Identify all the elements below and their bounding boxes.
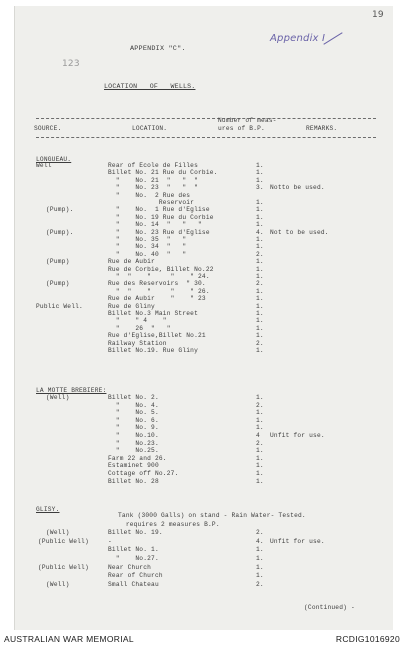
- row-location: Farm 22 and 26.: [108, 454, 167, 462]
- footer-institution: AUSTRALIAN WAR MEMORIAL: [4, 634, 134, 644]
- row-location: " " " " " 26.: [108, 287, 210, 295]
- row-location: Billet No.3 Main Street: [108, 310, 199, 317]
- row-measures: 1.: [256, 416, 264, 424]
- row-location: Small Chateau: [108, 580, 159, 588]
- row-location: " No. 35 " ": [108, 236, 187, 243]
- row-location: " " 4 ": [108, 317, 167, 325]
- row-location: " No. 2 Rue des: [108, 191, 191, 199]
- document-title: APPENDIX "C".: [130, 45, 186, 53]
- row-remarks: Notto be used.: [270, 184, 325, 192]
- row-measures: 1.: [256, 409, 264, 417]
- row-measures: 1.: [256, 317, 264, 325]
- row-measures: 1.: [256, 310, 264, 317]
- row-measures: 1.: [256, 206, 264, 214]
- row-location: " No. 21 " " ": [108, 176, 199, 184]
- row-measures: 3.: [256, 184, 264, 192]
- row-location: Billet No. 28: [108, 477, 159, 485]
- row-location: Rue de Aubir: [108, 258, 155, 266]
- row-location: " No. 40 " ": [108, 250, 187, 258]
- row-location: Tank (3000 Galls) on stand - Rain Water- Tested.: [118, 512, 306, 519]
- row-location: " No. 6.: [108, 416, 159, 424]
- header-rule-bottom: [36, 137, 376, 138]
- row-location: Billet No. 21 Rue du Corbie.: [108, 169, 218, 177]
- row-measures: 1.: [256, 221, 264, 229]
- row-location: -: [108, 537, 112, 545]
- row-measures: 1.: [256, 265, 264, 273]
- row-remarks: Not to be used.: [270, 228, 329, 236]
- row-location: Billet No. 2.: [108, 394, 159, 401]
- row-location: " No. 23 Rue d'Eglise: [108, 228, 210, 236]
- row-location: " " " " " 24.: [108, 273, 210, 280]
- row-measures: 1.: [256, 546, 264, 554]
- row-remarks: Unfit for use.: [270, 537, 325, 545]
- row-measures: 1.: [256, 324, 264, 332]
- row-measures: 1.: [256, 470, 264, 477]
- row-source: Well: [36, 162, 52, 169]
- row-location: " No. 23 " " ": [108, 184, 199, 192]
- document-page: [14, 6, 393, 630]
- row-measures: 2.: [256, 439, 264, 447]
- row-location: Reservoir: [108, 199, 195, 206]
- row-measures: 1.: [256, 555, 264, 562]
- column-header-remarks: REMARKS.: [306, 125, 338, 132]
- row-measures: 1.: [256, 162, 264, 169]
- row-measures: 1.: [256, 295, 264, 303]
- row-source: (Pump): [46, 258, 70, 266]
- column-header-source: SOURCE.: [34, 125, 62, 132]
- row-measures: 1.: [256, 169, 264, 177]
- row-source: (Public Well): [38, 563, 89, 571]
- section-heading: GLISY.: [36, 506, 60, 513]
- row-location: " No. 5.: [108, 409, 159, 417]
- header-rule-top: [36, 118, 376, 119]
- row-source: (Public Well): [38, 537, 89, 545]
- row-location: Railway Station: [108, 339, 167, 347]
- row-measures: 1.: [256, 287, 264, 295]
- row-location: " No. 14 " " ": [108, 221, 202, 229]
- row-location: Near Church: [108, 563, 152, 571]
- handwritten-appendix-note: Appendix I: [270, 33, 326, 44]
- row-measures: 1.: [256, 332, 264, 340]
- row-location: Estaminet 900: [108, 462, 159, 470]
- row-source: (Well): [46, 529, 70, 537]
- row-location: Rue des Reservoirs " 30.: [108, 280, 206, 288]
- row-measures: 2.: [256, 280, 264, 288]
- row-location: Rear of Ecole de Filles: [108, 162, 199, 169]
- document-subtitle: LOCATION OF WELLS.: [104, 83, 196, 90]
- row-measures: 1.: [256, 424, 264, 432]
- row-location: " No.10.: [108, 432, 159, 439]
- row-measures: 1.: [256, 199, 264, 206]
- pencil-number: 123: [62, 59, 80, 69]
- row-source: (Well): [46, 580, 70, 588]
- row-location: " No.27.: [108, 555, 159, 562]
- row-measures: 1.: [256, 462, 264, 470]
- row-measures: 2.: [256, 529, 264, 537]
- row-location: Cottage off No.27.: [108, 470, 179, 477]
- row-measures: 1.: [256, 454, 264, 462]
- row-measures: 1.: [256, 563, 264, 571]
- row-location: " No. 34 " ": [108, 243, 187, 251]
- row-remarks: Unfit for use.: [270, 432, 325, 439]
- row-location: Billet No. 19.: [108, 529, 163, 537]
- row-measures: 1.: [256, 176, 264, 184]
- row-location: " No. 19 Rue du Corbie: [108, 213, 214, 221]
- row-measures: 1.: [256, 302, 264, 310]
- row-location: requires 2 measures B.P.: [118, 520, 220, 528]
- column-header-location: LOCATION.: [132, 125, 168, 132]
- row-source: (Well): [46, 394, 70, 401]
- row-measures: 4.: [256, 537, 264, 545]
- row-measures: 1.: [256, 347, 264, 354]
- row-measures: 4: [256, 432, 260, 439]
- row-location: Billet No. 1.: [108, 546, 159, 554]
- row-location: " No. 1 Rue d'Eglise: [108, 206, 210, 214]
- row-location: Billet No.19. Rue Gliny: [108, 347, 199, 354]
- row-measures: 1.: [256, 447, 264, 455]
- row-measures: 1.: [256, 236, 264, 243]
- row-measures: 2.: [256, 250, 264, 258]
- row-location: " No. 9.: [108, 424, 159, 432]
- row-source: (Pump): [46, 280, 70, 288]
- row-location: Rue de Aubir " " 23: [108, 295, 206, 303]
- row-measures: 1.: [256, 243, 264, 251]
- page-number: 19: [372, 10, 384, 20]
- row-location: " No.23.: [108, 439, 159, 447]
- row-source: (Pump).: [46, 228, 74, 236]
- row-location: Rue de Corbie, Billet No.22: [108, 265, 214, 273]
- section-heading: LA MOTTE BREBIERE:: [36, 387, 107, 394]
- row-measures: 4.: [256, 228, 264, 236]
- continued-note: (Continued) -: [304, 604, 355, 611]
- row-measures: 2.: [256, 339, 264, 347]
- footer-reference: RCDIG1016920: [335, 634, 400, 644]
- row-location: Rue de Gliny: [108, 302, 155, 310]
- row-measures: 1.: [256, 477, 264, 485]
- row-measures: 2.: [256, 580, 264, 588]
- row-measures: 1.: [256, 213, 264, 221]
- row-source: (Pump).: [46, 206, 74, 214]
- row-source: Public Well.: [36, 302, 83, 310]
- row-location: Rear of Church: [108, 572, 163, 580]
- row-location: " No.25.: [108, 447, 159, 455]
- column-header-measures-2: ures of B.P.: [218, 125, 265, 132]
- row-measures: 2.: [256, 401, 264, 409]
- section-heading: LONGUEAU.: [36, 156, 72, 163]
- row-location: Rue d'Eglise,Billet No.21: [108, 332, 206, 340]
- row-location: " 26 " ": [108, 324, 171, 332]
- row-measures: 1.: [256, 273, 264, 280]
- row-measures: 1.: [256, 394, 264, 401]
- row-measures: 1.: [256, 572, 264, 580]
- row-measures: 1.: [256, 258, 264, 266]
- row-location: " No. 4.: [108, 401, 159, 409]
- column-header-measures-1: Number of meas-: [218, 117, 277, 124]
